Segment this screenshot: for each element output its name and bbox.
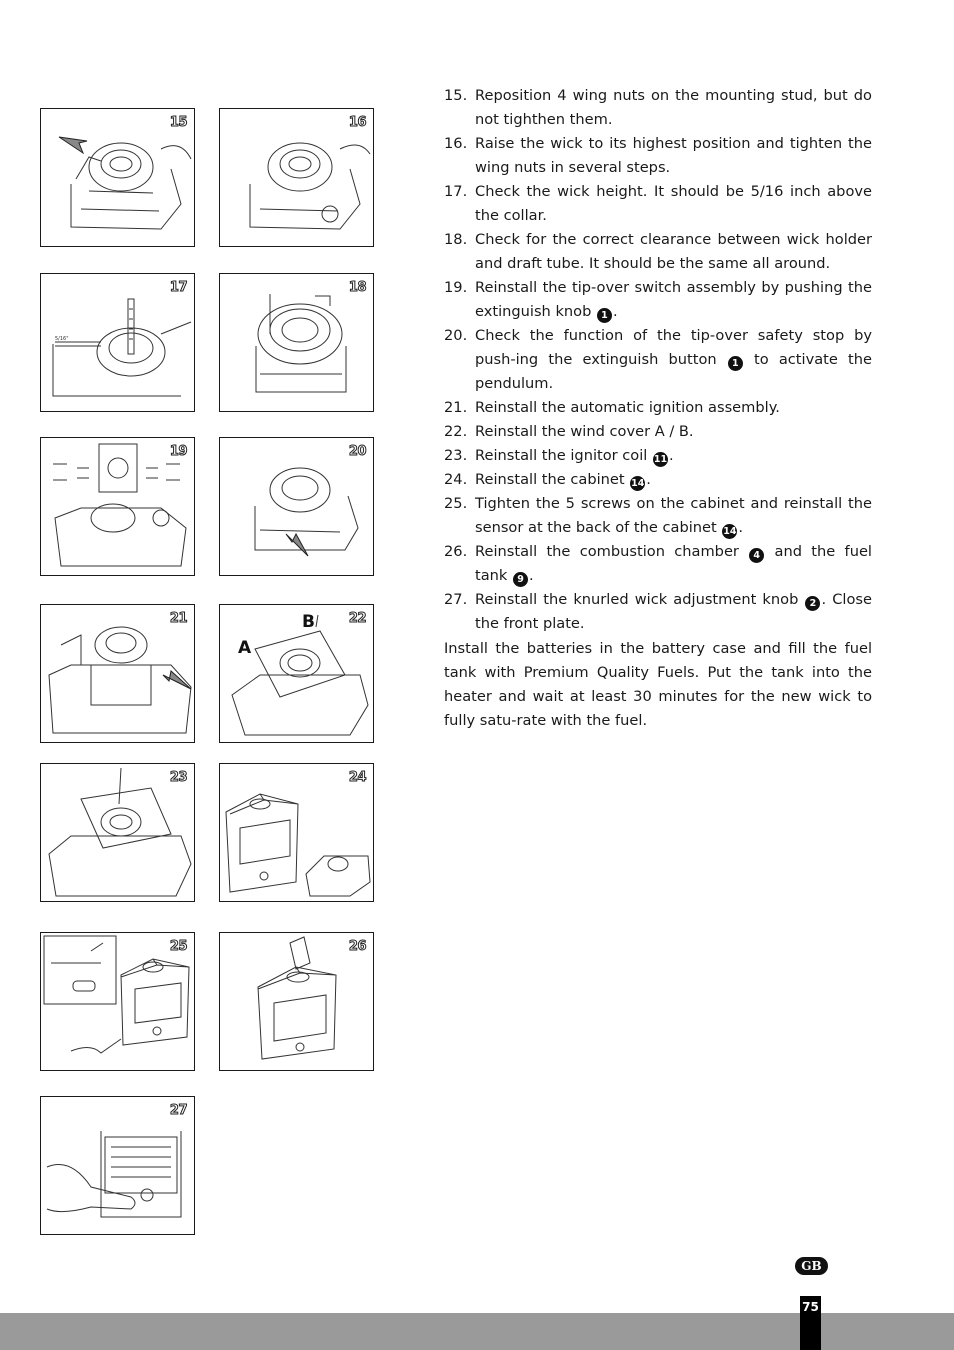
figure-number: 19 [169,444,187,459]
dimension-label: 5/16" [55,336,69,342]
part-label-a: A [238,638,252,658]
step-27: 27. Reinstall the knurled wick adjustment knob 2 . Close the front plate. [444,591,872,632]
figure-26 [219,932,374,1071]
step-25: 25. Tighten the 5 screws on the cabinet and reinstall the sensor at the back of the cabinet 14 . [444,495,872,537]
figure-number: 26 [348,939,366,954]
figure-number: 27 [169,1103,187,1118]
figure-17 [40,273,195,412]
part-ref-badge: 14 [631,478,645,489]
figure-number: 24 [348,770,366,785]
step-19: 19. Reinstall the tip-over switch assembly by pushing the extinguish knob 1 . [444,279,872,321]
figure-number: 25 [169,939,187,954]
step-24: 24. Reinstall the cabinet 14 . [444,471,651,489]
figure-18 [219,273,374,412]
step-26: 26. Reinstall the combustion chamber 4 and the fuel tank 9 . [444,543,872,585]
part-ref-badge: 14 [723,526,737,537]
step-21: 21. Reinstall the automatic ignition assembly. [444,399,780,416]
figure-number: 17 [169,280,187,295]
step-20: 20. Check the function of the tip-over safety stop by push-ing the extinguish button 1 to activate the pendulum. [444,327,872,392]
part-ref-badge: 11 [653,454,668,465]
step-16: 16. Raise the wick to its highest position and tighten the wing nuts in several steps. [444,135,872,176]
figure-25 [40,932,195,1071]
figure-21 [40,604,195,743]
figure-20 [219,437,374,576]
figure-23 [40,763,195,902]
figure-number: 15 [169,115,187,130]
figure-number: 21 [169,611,187,626]
figure-16 [219,108,374,247]
final-note: Install the batteries in the battery case and fill the fuel tank with Premium Quality Fuels. Put the tank into the heater and wait at least 30 minutes for the new wick to fully satu-rate with the fuel. [444,640,872,729]
step-18: 18. Check for the correct clearance between wick holder and draft tube. It should be the same all around. [444,231,872,272]
figure-15 [40,108,195,247]
part-ref-badge: 9 [513,572,528,587]
figure-number: 22 [348,611,366,626]
figure-number: 20 [348,444,366,459]
figure-19 [40,437,195,576]
step-15: 15. Reposition 4 wing nuts on the mounting stud, but do not tighthen them. [444,87,872,128]
page-number: 75 [800,1296,821,1350]
figure-24 [219,763,374,902]
step-17: 17. Check the wick height. It should be 5/16 inch above the collar. [444,183,872,224]
figure-number: 16 [348,115,366,130]
part-ref-badge: 4 [749,548,764,563]
figure-number: 23 [169,770,187,785]
language-badge: GB [795,1257,828,1275]
part-ref-badge: 1 [597,308,612,323]
figure-27 [40,1096,195,1235]
part-ref-badge: 1 [728,356,743,371]
part-ref-badge: 2 [805,596,820,611]
instruction-steps [444,84,872,636]
part-label-b: B [302,612,315,632]
figure-number: 18 [348,280,366,295]
figure-22 [219,604,374,743]
step-23: 23. Reinstall the ignitor coil 11 . [444,447,674,465]
step-22: 22. Reinstall the wind cover A / B. [444,423,694,440]
